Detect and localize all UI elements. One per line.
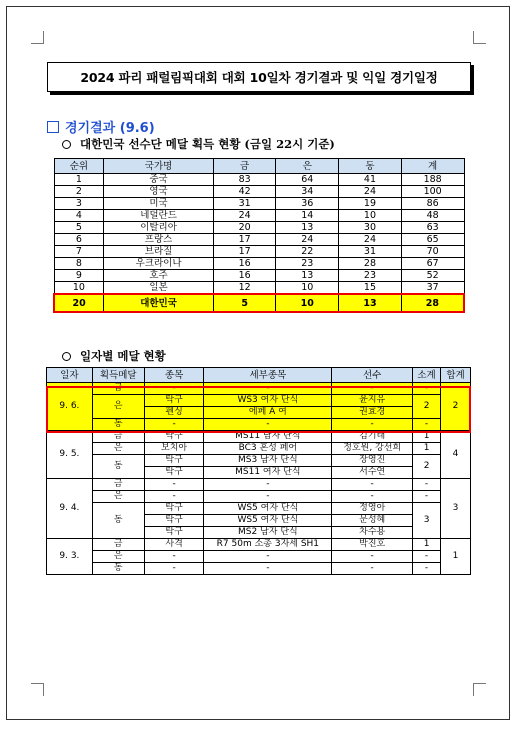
header-date: 일자 [47, 368, 93, 383]
daily-sport: 탁구 [144, 431, 204, 443]
document-title-text: 2024 파리 패럴림픽대회 대회 10일차 경기결과 및 익일 경기일정 [80, 70, 438, 85]
crop-mark-bottom-left [31, 683, 44, 696]
standings-cell-total: 188 [401, 174, 464, 186]
standings-cell-country: 네덜란드 [104, 210, 214, 222]
standings-cell-gold: 16 [213, 258, 276, 270]
header-total: 계 [401, 159, 464, 174]
subheading-daily-medals [62, 348, 166, 364]
header-country: 국가명 [104, 159, 214, 174]
standings-cell-bronze: 31 [339, 246, 402, 258]
daily-sport: 탁구 [144, 395, 204, 407]
standings-cell-total: 48 [401, 210, 464, 222]
standings-cell-bronze: 19 [339, 198, 402, 210]
daily-row [47, 455, 471, 467]
daily-sport: 탁구 [144, 515, 204, 527]
daily-row [47, 539, 471, 551]
standings-cell-country: 브라질 [104, 246, 214, 258]
standings-row [54, 270, 464, 282]
standings-cell-total: 52 [401, 270, 464, 282]
standings-cell-gold: 42 [213, 186, 276, 198]
daily-athlete: 차수용 [332, 527, 413, 539]
daily-medal-type: 금 [92, 539, 144, 551]
daily-subtotal: - [413, 491, 441, 503]
header-event: 세부종목 [204, 368, 332, 383]
daily-grand-total: 2 [441, 383, 471, 431]
daily-event: MS3 남자 단식 [204, 455, 332, 467]
header-gold: 금 [213, 159, 276, 174]
daily-row [47, 479, 471, 491]
daily-athlete: - [332, 563, 413, 575]
daily-sport: 탁구 [144, 503, 204, 515]
daily-athlete: 장영진 [332, 455, 413, 467]
standings-cell-total: 67 [401, 258, 464, 270]
crop-mark-top-right [473, 31, 486, 44]
section-heading-text: 경기결과 (9.6) [65, 121, 155, 136]
standings-cell-rank: 5 [54, 222, 104, 234]
daily-athlete: 박진호 [332, 539, 413, 551]
korea-cell-silver: 10 [276, 294, 339, 312]
daily-event: R7 50m 소총 3자세 SH1 [204, 539, 332, 551]
korea-cell-country: 대한민국 [104, 294, 214, 312]
daily-sport: 탁구 [144, 455, 204, 467]
daily-event: 에페 A 여 [204, 407, 332, 419]
korea-cell-total: 28 [401, 294, 464, 312]
header-grand-total: 합계 [441, 368, 471, 383]
daily-date: 9. 4. [47, 479, 93, 539]
korea-cell-rank: 20 [54, 294, 104, 312]
crop-mark-top-left [31, 31, 44, 44]
standings-cell-gold: 17 [213, 234, 276, 246]
standings-row [54, 174, 464, 186]
header-subtotal: 소계 [413, 368, 441, 383]
standings-cell-country: 이탈리아 [104, 222, 214, 234]
standings-cell-rank: 7 [54, 246, 104, 258]
standings-cell-gold: 12 [213, 282, 276, 295]
subheading-medal-status-text: 대한민국 선수단 메달 획득 현황 (금일 22시 기준) [80, 137, 335, 151]
daily-subtotal: 1 [413, 539, 441, 551]
standings-cell-bronze: 30 [339, 222, 402, 234]
daily-sport: - [144, 491, 204, 503]
header-bronze: 동 [339, 159, 402, 174]
standings-cell-bronze: 41 [339, 174, 402, 186]
daily-medal-type: 은 [92, 551, 144, 563]
standings-cell-gold: 17 [213, 246, 276, 258]
standings-cell-country: 우크라이나 [104, 258, 214, 270]
daily-event: WS3 여자 단식 [204, 395, 332, 407]
daily-event: WS5 여자 단식 [204, 515, 332, 527]
daily-medal-type: 동 [92, 419, 144, 431]
standings-cell-gold: 24 [213, 210, 276, 222]
daily-sport: - [144, 563, 204, 575]
square-bullet-icon [47, 121, 59, 133]
standings-cell-country: 중국 [104, 174, 214, 186]
daily-row [47, 503, 471, 515]
daily-medal-type: 은 [92, 395, 144, 419]
standings-cell-silver: 36 [276, 198, 339, 210]
daily-medal-type: 금 [92, 431, 144, 443]
standings-cell-silver: 13 [276, 270, 339, 282]
daily-row [47, 431, 471, 443]
korea-cell-bronze: 13 [339, 294, 402, 312]
standings-cell-country: 호주 [104, 270, 214, 282]
standings-cell-rank: 8 [54, 258, 104, 270]
daily-row [47, 491, 471, 503]
standings-cell-rank: 2 [54, 186, 104, 198]
medal-standings-table [53, 158, 465, 313]
standings-cell-rank: 4 [54, 210, 104, 222]
standings-cell-bronze: 23 [339, 270, 402, 282]
medal-standings-header [54, 159, 464, 174]
daily-subtotal: 1 [413, 431, 441, 443]
daily-event: - [204, 383, 332, 395]
standings-cell-country: 일본 [104, 282, 214, 295]
standings-cell-total: 70 [401, 246, 464, 258]
standings-cell-silver: 14 [276, 210, 339, 222]
standings-cell-silver: 10 [276, 282, 339, 295]
header-rank: 순위 [54, 159, 104, 174]
standings-cell-bronze: 15 [339, 282, 402, 295]
daily-sport: - [144, 551, 204, 563]
standings-cell-bronze: 28 [339, 258, 402, 270]
daily-grand-total: 1 [441, 539, 471, 575]
daily-athlete: 윤지유 [332, 395, 413, 407]
standings-cell-total: 100 [401, 186, 464, 198]
standings-cell-silver: 64 [276, 174, 339, 186]
daily-subtotal: - [413, 419, 441, 431]
daily-row [47, 443, 471, 455]
subheading-daily-medals-text: 일자별 메달 현황 [80, 349, 166, 363]
daily-event: MS11 남자 단식 [204, 431, 332, 443]
daily-athlete: 문성혜 [332, 515, 413, 527]
circle-bullet-icon [62, 352, 71, 361]
daily-event: WS5 여자 단식 [204, 503, 332, 515]
standings-row [54, 198, 464, 210]
standings-cell-country: 프랑스 [104, 234, 214, 246]
daily-athlete: 권효경 [332, 407, 413, 419]
daily-sport: 사격 [144, 539, 204, 551]
daily-subtotal: 1 [413, 443, 441, 455]
daily-subtotal: 2 [413, 395, 441, 419]
daily-row [47, 563, 471, 575]
daily-medal-table [46, 367, 471, 575]
standings-cell-rank: 1 [54, 174, 104, 186]
daily-medal-type: 동 [92, 503, 144, 539]
document-title [47, 62, 471, 92]
daily-athlete: - [332, 419, 413, 431]
standings-cell-total: 37 [401, 282, 464, 295]
standings-cell-total: 86 [401, 198, 464, 210]
standings-row [54, 234, 464, 246]
standings-cell-bronze: 10 [339, 210, 402, 222]
daily-event: - [204, 563, 332, 575]
header-medal: 획득메달 [92, 368, 144, 383]
standings-cell-country: 미국 [104, 198, 214, 210]
daily-date: 9. 3. [47, 539, 93, 575]
daily-grand-total: 4 [441, 431, 471, 479]
daily-event: - [204, 551, 332, 563]
daily-row [47, 395, 471, 407]
standings-row [54, 222, 464, 234]
daily-medal-type: 동 [92, 563, 144, 575]
standings-row [54, 258, 464, 270]
daily-sport: 보치아 [144, 443, 204, 455]
daily-event: MS2 남자 단식 [204, 527, 332, 539]
standings-cell-country: 영국 [104, 186, 214, 198]
standings-cell-gold: 20 [213, 222, 276, 234]
daily-row [47, 419, 471, 431]
daily-athlete: 서수연 [332, 467, 413, 479]
standings-cell-silver: 13 [276, 222, 339, 234]
daily-sport: - [144, 419, 204, 431]
daily-medal-type: 은 [92, 491, 144, 503]
daily-event: - [204, 419, 332, 431]
daily-sport: - [144, 479, 204, 491]
daily-subtotal: 3 [413, 503, 441, 539]
daily-row [47, 383, 471, 395]
standings-cell-rank: 9 [54, 270, 104, 282]
standings-cell-gold: 31 [213, 198, 276, 210]
standings-cell-silver: 23 [276, 258, 339, 270]
standings-cell-bronze: 24 [339, 234, 402, 246]
standings-cell-silver: 34 [276, 186, 339, 198]
daily-event: - [204, 479, 332, 491]
header-athlete: 선수 [332, 368, 413, 383]
daily-athlete: - [332, 551, 413, 563]
subheading-medal-status [62, 136, 335, 152]
daily-medal-type: 금 [92, 383, 144, 395]
standings-cell-rank: 10 [54, 282, 104, 295]
daily-grand-total: 3 [441, 479, 471, 539]
standings-cell-rank: 6 [54, 234, 104, 246]
section-heading [47, 117, 155, 136]
daily-date: 9. 5. [47, 431, 93, 479]
standings-cell-bronze: 24 [339, 186, 402, 198]
daily-event: MS11 여자 단식 [204, 467, 332, 479]
daily-medal-type: 동 [92, 455, 144, 479]
standings-cell-silver: 24 [276, 234, 339, 246]
daily-athlete: - [332, 479, 413, 491]
standings-cell-gold: 16 [213, 270, 276, 282]
header-silver: 은 [276, 159, 339, 174]
daily-athlete: - [332, 383, 413, 395]
crop-mark-bottom-right [473, 683, 486, 696]
standings-cell-gold: 83 [213, 174, 276, 186]
standings-row [54, 246, 464, 258]
daily-athlete: - [332, 491, 413, 503]
daily-subtotal: - [413, 563, 441, 575]
standings-row [54, 186, 464, 198]
daily-event: - [204, 491, 332, 503]
daily-athlete: 정호원, 강선희 [332, 443, 413, 455]
daily-medal-type: 은 [92, 443, 144, 455]
daily-date: 9. 6. [47, 383, 93, 431]
standings-cell-silver: 22 [276, 246, 339, 258]
standings-cell-total: 63 [401, 222, 464, 234]
daily-sport: 탁구 [144, 467, 204, 479]
korea-cell-gold: 5 [213, 294, 276, 312]
standings-row [54, 282, 464, 295]
daily-sport: 탁구 [144, 527, 204, 539]
daily-athlete: 김기태 [332, 431, 413, 443]
daily-sport: - [144, 383, 204, 395]
daily-subtotal: - [413, 551, 441, 563]
standings-cell-rank: 3 [54, 198, 104, 210]
daily-medal-type: 금 [92, 479, 144, 491]
circle-bullet-icon [62, 140, 71, 149]
daily-row [47, 551, 471, 563]
daily-subtotal: 2 [413, 455, 441, 479]
standings-row-korea [54, 294, 464, 312]
standings-row [54, 210, 464, 222]
standings-cell-total: 65 [401, 234, 464, 246]
daily-subtotal: - [413, 383, 441, 395]
header-sport: 종목 [144, 368, 204, 383]
daily-sport: 펜싱 [144, 407, 204, 419]
daily-subtotal: - [413, 479, 441, 491]
daily-event: BC3 혼성 페어 [204, 443, 332, 455]
daily-athlete: 정영아 [332, 503, 413, 515]
daily-medal-header [47, 368, 471, 383]
